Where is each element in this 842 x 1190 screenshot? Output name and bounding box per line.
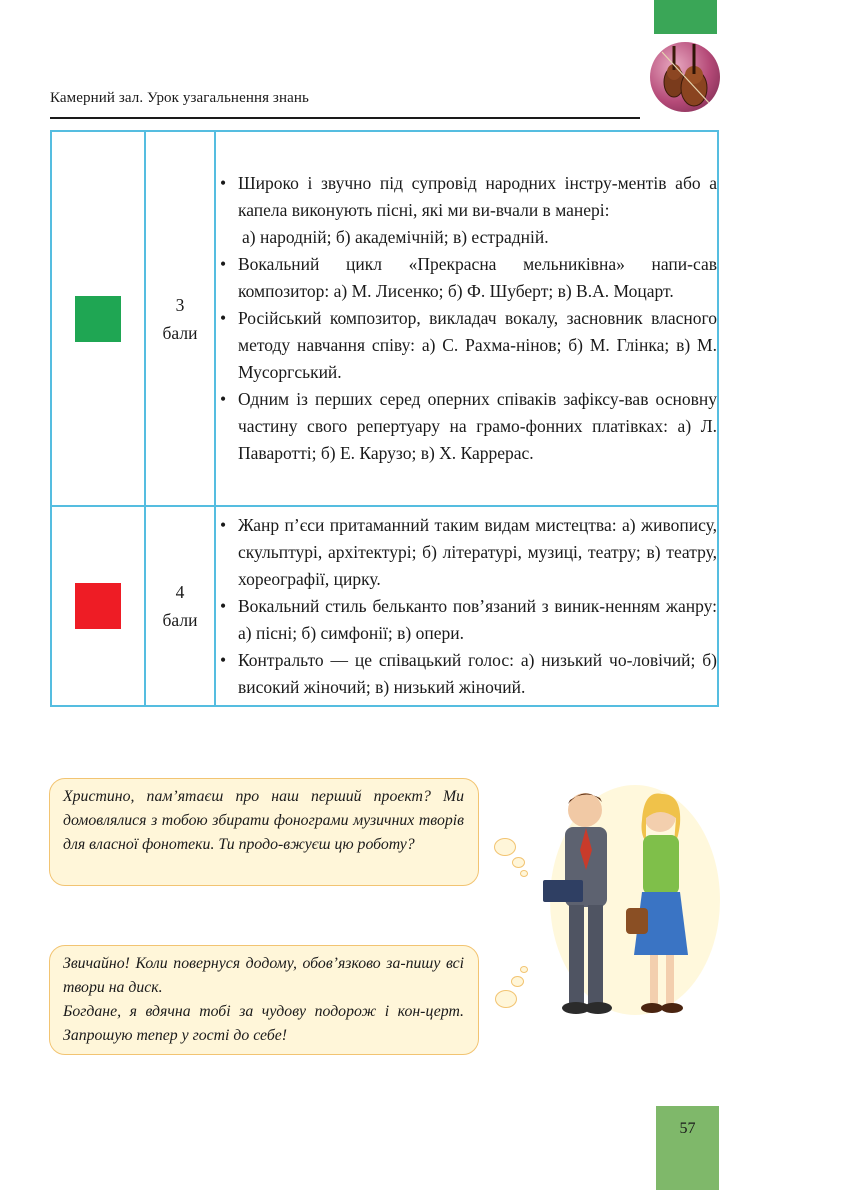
bubble-text: Христино, пам’ятаєш про наш перший проект? Ми домовлялися з тобою збирати фонограми музичних творів для власної фонотеки. Ти продо-вжуєш цю роботу? <box>63 788 464 853</box>
speech-bubble-girl <box>49 945 479 1055</box>
red-square-icon <box>75 583 121 629</box>
points-label: бали <box>162 610 198 630</box>
points-cell <box>145 506 215 706</box>
page-number: 57 <box>679 1120 696 1137</box>
points-number: 4 <box>175 582 185 602</box>
list-item: • Російський композитор, викладач вокалу, засновник власного методу навчання співу: а) С. Рахма-нінов; б) М. Глінка; в) М. Мусоргський. <box>216 305 717 386</box>
list-item: • Вокальний стиль бельканто пов’язаний з виник-ненням жанру: а) пісні; б) симфонії; в) опери. <box>216 593 717 647</box>
page-number-box <box>656 1106 719 1190</box>
bubble-text-line1: Звичайно! Коли повернуся додому, обов’язково за-пишу всі твори на диск. <box>63 955 464 996</box>
question-options: а) народній; б) академічній; в) естрадній. <box>242 227 549 247</box>
table-row <box>51 506 718 706</box>
assessment-table <box>50 130 719 707</box>
children-illustration <box>540 780 720 1045</box>
bubble-text-line2: Богдане, я вдячна тобі за чудову подорож і кон-церт. Запрошую тепер у гості до себе! <box>63 1003 464 1044</box>
green-square-icon <box>75 296 121 342</box>
bubble-tail-dot <box>495 990 517 1008</box>
page-header-title: Камерний зал. Урок узагальнення знань <box>50 90 309 106</box>
question-list <box>216 170 717 467</box>
violin-emblem-icon <box>650 42 720 112</box>
speech-bubble-boy <box>49 778 479 886</box>
questions-cell <box>215 506 718 706</box>
question-text: Широко і звучно під супровід народних інстру-ментів або а капела виконують пісні, які ми ви-вчали в манері: <box>238 173 717 220</box>
points-number: 3 <box>175 294 185 315</box>
bubble-tail-dot <box>520 870 528 877</box>
questions-cell <box>215 131 718 506</box>
top-color-tab <box>654 0 717 34</box>
bubble-tail-dot <box>494 838 516 856</box>
header-divider <box>50 117 640 119</box>
bubble-tail-dot <box>512 857 525 868</box>
list-item: • Вокальний цикл «Прекрасна мельниківна» напи-сав композитор: а) М. Лисенко; б) Ф. Шуберт; в) В.А. Моцарт. <box>216 251 717 305</box>
level-color-cell <box>51 131 145 506</box>
list-item: • Жанр п’єси притаманний таким видам мистецтва: а) живопису, скульптурі, архітектурі; б) літературі, музиці, театру; в) театру, хореографії, цирку. <box>216 512 717 593</box>
list-item: • Одним із перших серед оперних співаків зафіксу-вав основну частину свого репертуару на грамо-фонних платівках: а) Л. Паваротті; б) Е. Карузо; в) Х. Каррерас. <box>216 386 717 467</box>
list-item <box>216 170 717 251</box>
list-item: • Контральто — це співацький голос: а) низький чо-ловічий; б) високий жіночий; в) низький жіночий. <box>216 647 717 701</box>
table-row <box>51 131 718 506</box>
level-color-cell <box>51 506 145 706</box>
points-label: бали <box>162 322 198 343</box>
question-list <box>216 512 717 701</box>
points-cell <box>145 131 215 506</box>
bubble-tail-dot <box>520 966 528 973</box>
bubble-tail-dot <box>511 976 524 987</box>
